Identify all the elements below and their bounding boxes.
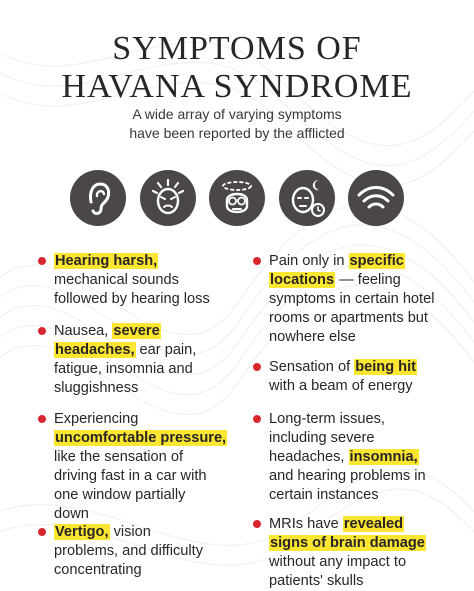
symptom-locations: Pain only in specific locations — feeling symptoms in certain hotel rooms or apartments but nowhere else (253, 252, 434, 347)
symptom-mri: MRIs have revealed signs of brain damage without any impact to patients' skulls (253, 515, 426, 591)
bullet-dot (253, 520, 261, 528)
subtitle-line-2: have been reported by the afflicted (129, 125, 345, 141)
bullet-dot (38, 327, 46, 335)
symptom-pressure: Experiencing uncomfortable pressure, like the sensation of driving fast in a car with one window partially down (38, 410, 227, 524)
title-line-1: SYMPTOMS OF (112, 30, 362, 67)
bullet-dot (253, 363, 261, 371)
insomnia-icon (279, 170, 335, 226)
bullet-dot (253, 257, 261, 265)
bullet-dot (38, 257, 46, 265)
title-line-2: HAVANA SYNDROME (61, 68, 413, 105)
headache-icon (140, 170, 196, 226)
symptom-nausea: Nausea, severe headaches, ear pain, fatigue, insomnia and sluggishness (38, 322, 196, 398)
dizziness-icon (209, 170, 265, 226)
bullet-dot (253, 415, 261, 423)
ear-icon (70, 170, 126, 226)
bullet-dot (38, 528, 46, 536)
subtitle-line-1: A wide array of varying symptoms (132, 106, 342, 122)
bullet-dot (38, 415, 46, 423)
symptom-icons-row (70, 170, 404, 228)
symptom-long-term: Long-term issues, including severe headaches, insomnia, and hearing problems in certain instances (253, 410, 426, 505)
symptom-hearing: Hearing harsh, mechanical sounds followed by hearing loss (38, 252, 210, 309)
subtitle (0, 105, 474, 143)
sound-waves-icon (348, 170, 404, 226)
symptom-vertigo: Vertigo, vision problems, and difficulty concentrating (38, 523, 203, 580)
symptom-being-hit: Sensation of being hit with a beam of energy (253, 358, 417, 396)
page-title (0, 30, 474, 106)
